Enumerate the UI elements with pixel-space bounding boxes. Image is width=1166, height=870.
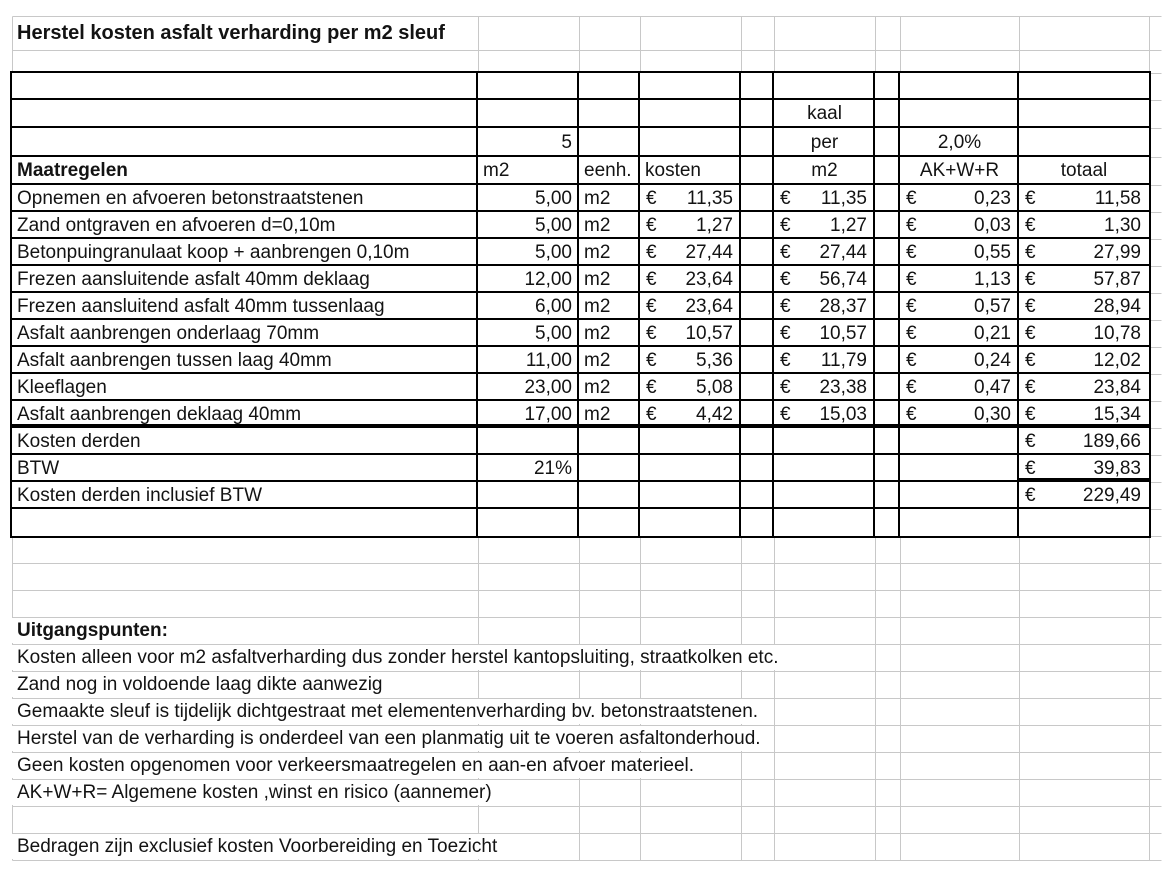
amount: 189,66 <box>1082 430 1141 452</box>
amount: 229,49 <box>1082 484 1141 506</box>
measure-label-cell[interactable]: Zand ontgraven en afvoeren d=0,10m <box>17 214 336 236</box>
amount: 11,35 <box>686 187 733 209</box>
euro-sign: € <box>646 214 657 236</box>
note-line[interactable]: Kosten alleen voor m2 asfaltverharding dus zonder herstel kantopsluiting, straatkolken etc. <box>12 645 787 670</box>
euro-sign: € <box>906 322 917 344</box>
kosten-cell[interactable] <box>640 347 741 374</box>
totaal-cell[interactable] <box>1019 212 1149 239</box>
euro-sign: € <box>1025 403 1036 425</box>
amount: 27,44 <box>685 241 733 263</box>
euro-sign: € <box>906 241 917 263</box>
totaal-cell[interactable] <box>1019 239 1149 266</box>
euro-sign: € <box>906 376 917 398</box>
qty-cell[interactable]: 6,00 <box>535 295 572 317</box>
amount: 1,30 <box>1104 214 1141 236</box>
akwr-cell[interactable] <box>900 266 1019 293</box>
totaal-cell[interactable] <box>1019 266 1149 293</box>
amount: 11,58 <box>1094 187 1141 209</box>
amount: 28,94 <box>1093 295 1141 317</box>
euro-sign: € <box>646 349 657 371</box>
kosten-cell[interactable] <box>640 374 741 401</box>
euro-sign: € <box>780 241 791 263</box>
euro-sign: € <box>646 241 657 263</box>
akwr-cell[interactable] <box>900 212 1019 239</box>
euro-sign: € <box>906 349 917 371</box>
amount: 56,74 <box>819 268 867 290</box>
amount: 10,57 <box>819 322 867 344</box>
unit-cell[interactable]: m2 <box>584 214 611 236</box>
unit-cell[interactable]: m2 <box>584 376 611 398</box>
euro-sign: € <box>780 214 791 236</box>
amount: 0,21 <box>974 322 1011 344</box>
unit-cell[interactable]: m2 <box>584 241 611 263</box>
totaal-cell[interactable] <box>1019 320 1149 347</box>
amount: 4,42 <box>696 403 733 425</box>
qty-cell[interactable]: 5,00 <box>535 214 572 236</box>
kosten-cell[interactable] <box>640 266 741 293</box>
totaal-cell[interactable] <box>1019 185 1149 212</box>
kosten-cell[interactable] <box>640 185 741 212</box>
col-header-m2[interactable]: m2 <box>483 160 510 181</box>
unit-cell[interactable]: m2 <box>584 322 611 344</box>
euro-sign: € <box>906 268 917 290</box>
footer-note[interactable]: Bedragen zijn exclusief kosten Voorbereiding en Toezicht <box>12 834 506 859</box>
amount: 1,27 <box>830 214 867 236</box>
kaal-per-m2-cell[interactable] <box>774 293 875 320</box>
amount: 27,99 <box>1093 241 1141 263</box>
amount: 1,13 <box>974 268 1011 290</box>
euro-sign: € <box>646 187 657 209</box>
qty-cell[interactable]: 5,00 <box>535 322 572 344</box>
col-header-kaal-m2[interactable]: m2 <box>811 160 838 181</box>
page-title[interactable]: Herstel kosten asfalt verharding per m2 sleuf <box>17 22 445 44</box>
kaal-per-m2-cell[interactable] <box>774 212 875 239</box>
kaal-per-m2-cell[interactable] <box>774 347 875 374</box>
akwr-cell[interactable] <box>900 320 1019 347</box>
col-header-kosten[interactable]: kosten <box>645 160 701 181</box>
euro-sign: € <box>1025 484 1036 506</box>
unit-cell[interactable]: m2 <box>584 187 611 209</box>
euro-sign: € <box>1025 376 1036 398</box>
amount: 39,83 <box>1093 457 1141 479</box>
amount: 27,44 <box>819 241 867 263</box>
euro-sign: € <box>780 376 791 398</box>
note-line[interactable]: Gemaakte sleuf is tijdelijk dichtgestraat met elementenverharding bv. betonstraatstenen. <box>12 699 767 724</box>
akwr-cell[interactable] <box>900 293 1019 320</box>
amount: 11,35 <box>820 187 867 209</box>
unit-cell[interactable]: m2 <box>584 268 611 290</box>
note-line[interactable]: Herstel van de verharding is onderdeel van een planmatig uit te voeren asfaltonderhoud. <box>12 726 770 751</box>
kaal-per-m2-cell[interactable] <box>774 374 875 401</box>
total-incl-btw-value[interactable] <box>1019 482 1149 509</box>
euro-sign: € <box>780 349 791 371</box>
note-line[interactable]: Geen kosten opgenomen voor verkeersmaatregelen en aan-en afvoer materieel. <box>12 753 703 778</box>
akwr-cell[interactable] <box>900 347 1019 374</box>
akwr-cell[interactable] <box>900 374 1019 401</box>
measure-label-cell[interactable]: Asfalt aanbrengen tussen laag 40mm <box>17 349 332 371</box>
total-kosten-derden-label[interactable]: Kosten derden <box>17 430 141 452</box>
btw-value[interactable] <box>1019 455 1149 482</box>
amount: 15,34 <box>1093 403 1141 425</box>
per-label-cell[interactable]: per <box>810 131 839 153</box>
amount: 15,03 <box>819 403 867 425</box>
amount: 0,30 <box>974 403 1011 425</box>
amount: 0,03 <box>974 214 1011 236</box>
kaal-per-m2-cell[interactable] <box>774 320 875 347</box>
euro-sign: € <box>906 214 917 236</box>
euro-sign: € <box>646 322 657 344</box>
uitgangspunten-heading[interactable]: Uitgangspunten: <box>12 618 177 643</box>
total-kosten-derden-value[interactable] <box>1019 428 1149 455</box>
col-header-maatregelen[interactable]: Maatregelen <box>17 160 128 181</box>
euro-sign: € <box>780 268 791 290</box>
euro-sign: € <box>1025 268 1036 290</box>
table-hline <box>12 100 1149 128</box>
amount: 1,27 <box>696 214 733 236</box>
amount: 23,64 <box>685 295 733 317</box>
euro-sign: € <box>1025 430 1036 452</box>
unit-cell[interactable]: m2 <box>584 403 611 425</box>
total-incl-btw-label[interactable]: Kosten derden inclusief BTW <box>17 484 263 506</box>
unit-cell[interactable]: m2 <box>584 349 611 371</box>
euro-sign: € <box>646 268 657 290</box>
euro-sign: € <box>1025 295 1036 317</box>
euro-sign: € <box>1025 457 1036 479</box>
totaal-cell[interactable] <box>1019 293 1149 320</box>
qty-cell[interactable]: 23,00 <box>524 376 572 398</box>
qty-cell[interactable]: 11,00 <box>525 349 572 371</box>
measure-label-cell[interactable]: Asfalt aanbrengen onderlaag 70mm <box>17 322 320 344</box>
totaal-cell[interactable] <box>1019 374 1149 401</box>
measure-label-cell[interactable]: Betonpuingranulaat koop + aanbrengen 0,10m <box>17 241 410 263</box>
measure-label-cell[interactable]: Asfalt aanbrengen deklaag 40mm <box>17 403 302 425</box>
amount: 0,55 <box>974 241 1011 263</box>
col-header-eenh[interactable]: eenh. <box>584 160 632 181</box>
qty-cell[interactable]: 5,00 <box>535 241 572 263</box>
amount: 0,47 <box>974 376 1011 398</box>
amount: 23,84 <box>1093 376 1141 398</box>
kaal-per-m2-cell[interactable] <box>774 266 875 293</box>
amount: 0,57 <box>974 295 1011 317</box>
amount: 10,78 <box>1093 322 1141 344</box>
amount: 23,38 <box>819 376 867 398</box>
amount: 5,08 <box>696 376 733 398</box>
euro-sign: € <box>780 187 791 209</box>
btw-pct-cell[interactable]: 21% <box>533 457 572 479</box>
note-line[interactable]: AK+W+R= Algemene kosten ,winst en risico (aannemer) <box>12 780 501 805</box>
kosten-cell[interactable] <box>640 293 741 320</box>
col-header-totaal[interactable]: totaal <box>1060 160 1108 181</box>
sleuf-m2-cell[interactable]: 5 <box>561 131 572 153</box>
col-header-akwr[interactable]: AK+W+R <box>919 160 1000 181</box>
euro-sign: € <box>906 295 917 317</box>
akwr-cell[interactable] <box>900 239 1019 266</box>
amount: 57,87 <box>1093 268 1141 290</box>
euro-sign: € <box>1025 322 1036 344</box>
euro-sign: € <box>1025 214 1036 236</box>
ak-percent-cell[interactable]: 2,0% <box>937 131 982 153</box>
kosten-cell[interactable] <box>640 239 741 266</box>
amount: 0,24 <box>974 349 1011 371</box>
cost-table <box>10 71 1151 538</box>
kosten-cell[interactable] <box>640 320 741 347</box>
amount: 5,36 <box>696 349 733 371</box>
measure-label-cell[interactable]: Kleeflagen <box>17 376 107 398</box>
kaal-label-cell[interactable]: kaal <box>807 103 842 124</box>
totaal-cell[interactable] <box>1019 347 1149 374</box>
euro-sign: € <box>1025 349 1036 371</box>
qty-cell[interactable]: 5,00 <box>535 187 572 209</box>
kaal-per-m2-cell[interactable] <box>774 401 875 428</box>
amount: 0,23 <box>974 187 1011 209</box>
euro-sign: € <box>1025 187 1036 209</box>
euro-sign: € <box>780 295 791 317</box>
btw-label[interactable]: BTW <box>17 457 60 479</box>
euro-sign: € <box>780 322 791 344</box>
euro-sign: € <box>906 403 917 425</box>
measure-label-cell[interactable]: Frezen aansluitend asfalt 40mm tussenlaag <box>17 295 385 317</box>
totaal-cell[interactable] <box>1019 401 1149 428</box>
amount: 10,57 <box>685 322 733 344</box>
measure-label-cell[interactable]: Opnemen en afvoeren betonstraatstenen <box>17 187 364 209</box>
euro-sign: € <box>646 376 657 398</box>
qty-cell[interactable]: 12,00 <box>524 268 572 290</box>
kosten-cell[interactable] <box>640 212 741 239</box>
note-line[interactable]: Zand nog in voldoende laag dikte aanwezig <box>12 672 392 697</box>
euro-sign: € <box>646 295 657 317</box>
amount: 12,02 <box>1093 349 1141 371</box>
amount: 11,79 <box>820 349 867 371</box>
akwr-cell[interactable] <box>900 401 1019 428</box>
euro-sign: € <box>906 187 917 209</box>
amount: 23,64 <box>685 268 733 290</box>
table-hline <box>12 73 1149 100</box>
kaal-per-m2-cell[interactable] <box>774 185 875 212</box>
measure-label-cell[interactable]: Frezen aansluitende asfalt 40mm deklaag <box>17 268 370 290</box>
unit-cell[interactable]: m2 <box>584 295 611 317</box>
euro-sign: € <box>780 403 791 425</box>
amount: 28,37 <box>819 295 867 317</box>
kosten-cell[interactable] <box>640 401 741 428</box>
kaal-per-m2-cell[interactable] <box>774 239 875 266</box>
euro-sign: € <box>646 403 657 425</box>
euro-sign: € <box>1025 241 1036 263</box>
akwr-cell[interactable] <box>900 185 1019 212</box>
qty-cell[interactable]: 17,00 <box>524 403 572 425</box>
